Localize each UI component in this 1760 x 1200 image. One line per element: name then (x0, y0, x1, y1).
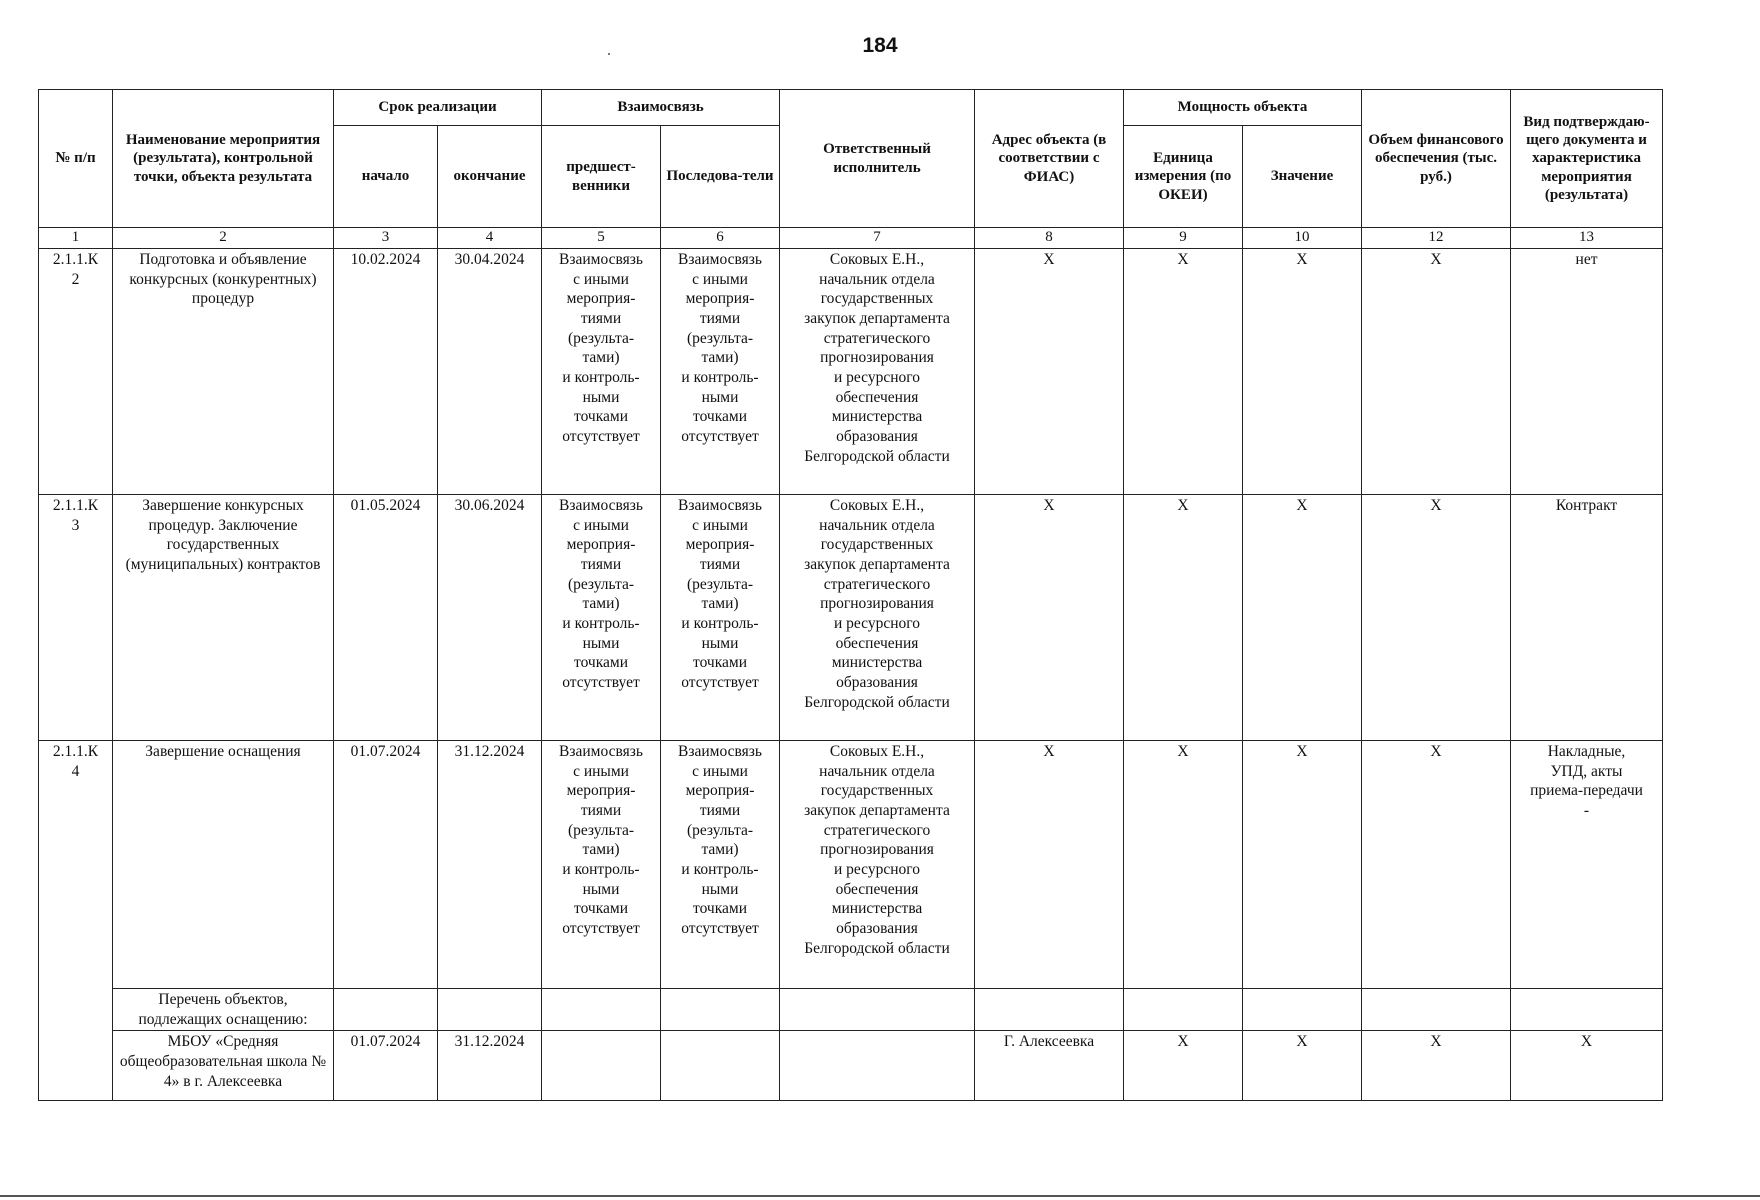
row-successors: Взаимосвязь с иными мероприя- тиями (результа- тами) и контроль- ными точками отсутствует (661, 741, 780, 989)
school-doc: Х (1511, 1031, 1663, 1101)
header-unit: Единица измерения (по ОКЕИ) (1124, 126, 1243, 228)
column-number: 3 (334, 228, 438, 249)
column-number: 6 (661, 228, 780, 249)
column-number-row (39, 228, 1663, 249)
school-address: Г. Алексеевка (975, 1031, 1124, 1101)
header-successors: Последова-тели (661, 126, 780, 228)
row-successors: Взаимосвязь с иными мероприя- тиями (результа- тами) и контроль- ными точками отсутствует (661, 249, 780, 495)
scan-edge-line (0, 1195, 1760, 1197)
row-doc: нет (1511, 249, 1663, 495)
row-executor: Соковых Е.Н., начальник отдела государственных закупок департамента стратегического прогнозирования и ресурсного обеспечения министерства образования Белгородской области (780, 249, 975, 495)
empty-cell (661, 1031, 780, 1101)
row-number: 2.1.1.К 3 (39, 495, 113, 741)
column-number: 12 (1362, 228, 1511, 249)
row-predecessors: Взаимосвязь с иными мероприя- тиями (результа- тами) и контроль- ными точками отсутствует (542, 495, 661, 741)
empty-cell (1124, 989, 1243, 1031)
header-capacity: Мощность объекта (1124, 90, 1362, 126)
row-address: Х (975, 249, 1124, 495)
row-funding: Х (1362, 495, 1511, 741)
header-start: начало (334, 126, 438, 228)
row-number: 2.1.1.К 2 (39, 249, 113, 495)
row-name: Завершение конкурсных процедур. Заключение государственных (муниципальных) контрактов (113, 495, 334, 741)
row-unit: Х (1124, 495, 1243, 741)
row-value: Х (1243, 741, 1362, 989)
school-value: Х (1243, 1031, 1362, 1101)
empty-cell (542, 1031, 661, 1101)
schedule-table (38, 89, 1663, 1101)
column-number: 2 (113, 228, 334, 249)
row-unit: Х (1124, 741, 1243, 989)
empty-cell (1511, 989, 1663, 1031)
empty-cell (1362, 989, 1511, 1031)
header-executor: Ответственный исполнитель (780, 90, 975, 228)
column-number: 7 (780, 228, 975, 249)
school-name: МБОУ «Средняя общеобразовательная школа № 4» в г. Алексеевка (113, 1031, 334, 1101)
column-number: 8 (975, 228, 1124, 249)
empty-cell (780, 989, 975, 1031)
column-number: 5 (542, 228, 661, 249)
header-predecessors: предшест-венники (542, 126, 661, 228)
page-number: 184 (862, 34, 898, 57)
header-num: № п/п (39, 90, 113, 228)
row-end: 30.04.2024 (438, 249, 542, 495)
header-address: Адрес объекта (в соответствии с ФИАС) (975, 90, 1124, 228)
empty-cell (334, 989, 438, 1031)
row-number: 2.1.1.К 4 (39, 741, 113, 1101)
objects-list-row (39, 989, 1663, 1031)
empty-cell (1243, 989, 1362, 1031)
row-start: 10.02.2024 (334, 249, 438, 495)
header-value: Значение (1243, 126, 1362, 228)
row-address: Х (975, 741, 1124, 989)
row-executor: Соковых Е.Н., начальник отдела государственных закупок департамента стратегического прогнозирования и ресурсного обеспечения министерства образования Белгородской области (780, 741, 975, 989)
scan-speck (608, 53, 610, 55)
column-number: 4 (438, 228, 542, 249)
header-name: Наименование мероприятия (результата), контрольной точки, объекта результата (113, 90, 334, 228)
row-value: Х (1243, 249, 1362, 495)
row-end: 30.06.2024 (438, 495, 542, 741)
row-successors: Взаимосвязь с иными мероприя- тиями (результа- тами) и контроль- ными точками отсутствует (661, 495, 780, 741)
empty-cell (975, 989, 1124, 1031)
row-value: Х (1243, 495, 1362, 741)
table-row (39, 495, 1663, 741)
row-predecessors: Взаимосвязь с иными мероприя- тиями (результа- тами) и контроль- ными точками отсутствует (542, 741, 661, 989)
school-funding: Х (1362, 1031, 1511, 1101)
row-doc: Контракт (1511, 495, 1663, 741)
row-address: Х (975, 495, 1124, 741)
header-doc-type: Вид подтверждаю-щего документа и характеристика мероприятия (результата) (1511, 90, 1663, 228)
header-term: Срок реализации (334, 90, 542, 126)
school-end: 31.12.2024 (438, 1031, 542, 1101)
row-unit: Х (1124, 249, 1243, 495)
table-row (39, 249, 1663, 495)
row-name: Подготовка и объявление конкурсных (конкурентных) процедур (113, 249, 334, 495)
row-end: 31.12.2024 (438, 741, 542, 989)
row-predecessors: Взаимосвязь с иными мероприя- тиями (результа- тами) и контроль- ными точками отсутствует (542, 249, 661, 495)
school-row (39, 1031, 1663, 1101)
column-number: 10 (1243, 228, 1362, 249)
header-row-1 (39, 90, 1663, 126)
objects-list-label: Перечень объектов, подлежащих оснащению: (113, 989, 334, 1031)
column-number: 9 (1124, 228, 1243, 249)
empty-cell (542, 989, 661, 1031)
row-funding: Х (1362, 741, 1511, 989)
school-unit: Х (1124, 1031, 1243, 1101)
empty-cell (438, 989, 542, 1031)
empty-cell (780, 1031, 975, 1101)
row-start: 01.05.2024 (334, 495, 438, 741)
column-number: 1 (39, 228, 113, 249)
school-start: 01.07.2024 (334, 1031, 438, 1101)
column-number: 13 (1511, 228, 1663, 249)
row-start: 01.07.2024 (334, 741, 438, 989)
header-end: окончание (438, 126, 542, 228)
header-relation: Взаимосвязь (542, 90, 780, 126)
empty-cell (661, 989, 780, 1031)
row-name: Завершение оснащения (113, 741, 334, 989)
header-funding: Объем финансового обеспечения (тыс. руб.) (1362, 90, 1511, 228)
table-row (39, 741, 1663, 989)
row-executor: Соковых Е.Н., начальник отдела государственных закупок департамента стратегического прогнозирования и ресурсного обеспечения министерства образования Белгородской области (780, 495, 975, 741)
row-doc: Накладные, УПД, акты приема-передачи - (1511, 741, 1663, 989)
row-funding: Х (1362, 249, 1511, 495)
